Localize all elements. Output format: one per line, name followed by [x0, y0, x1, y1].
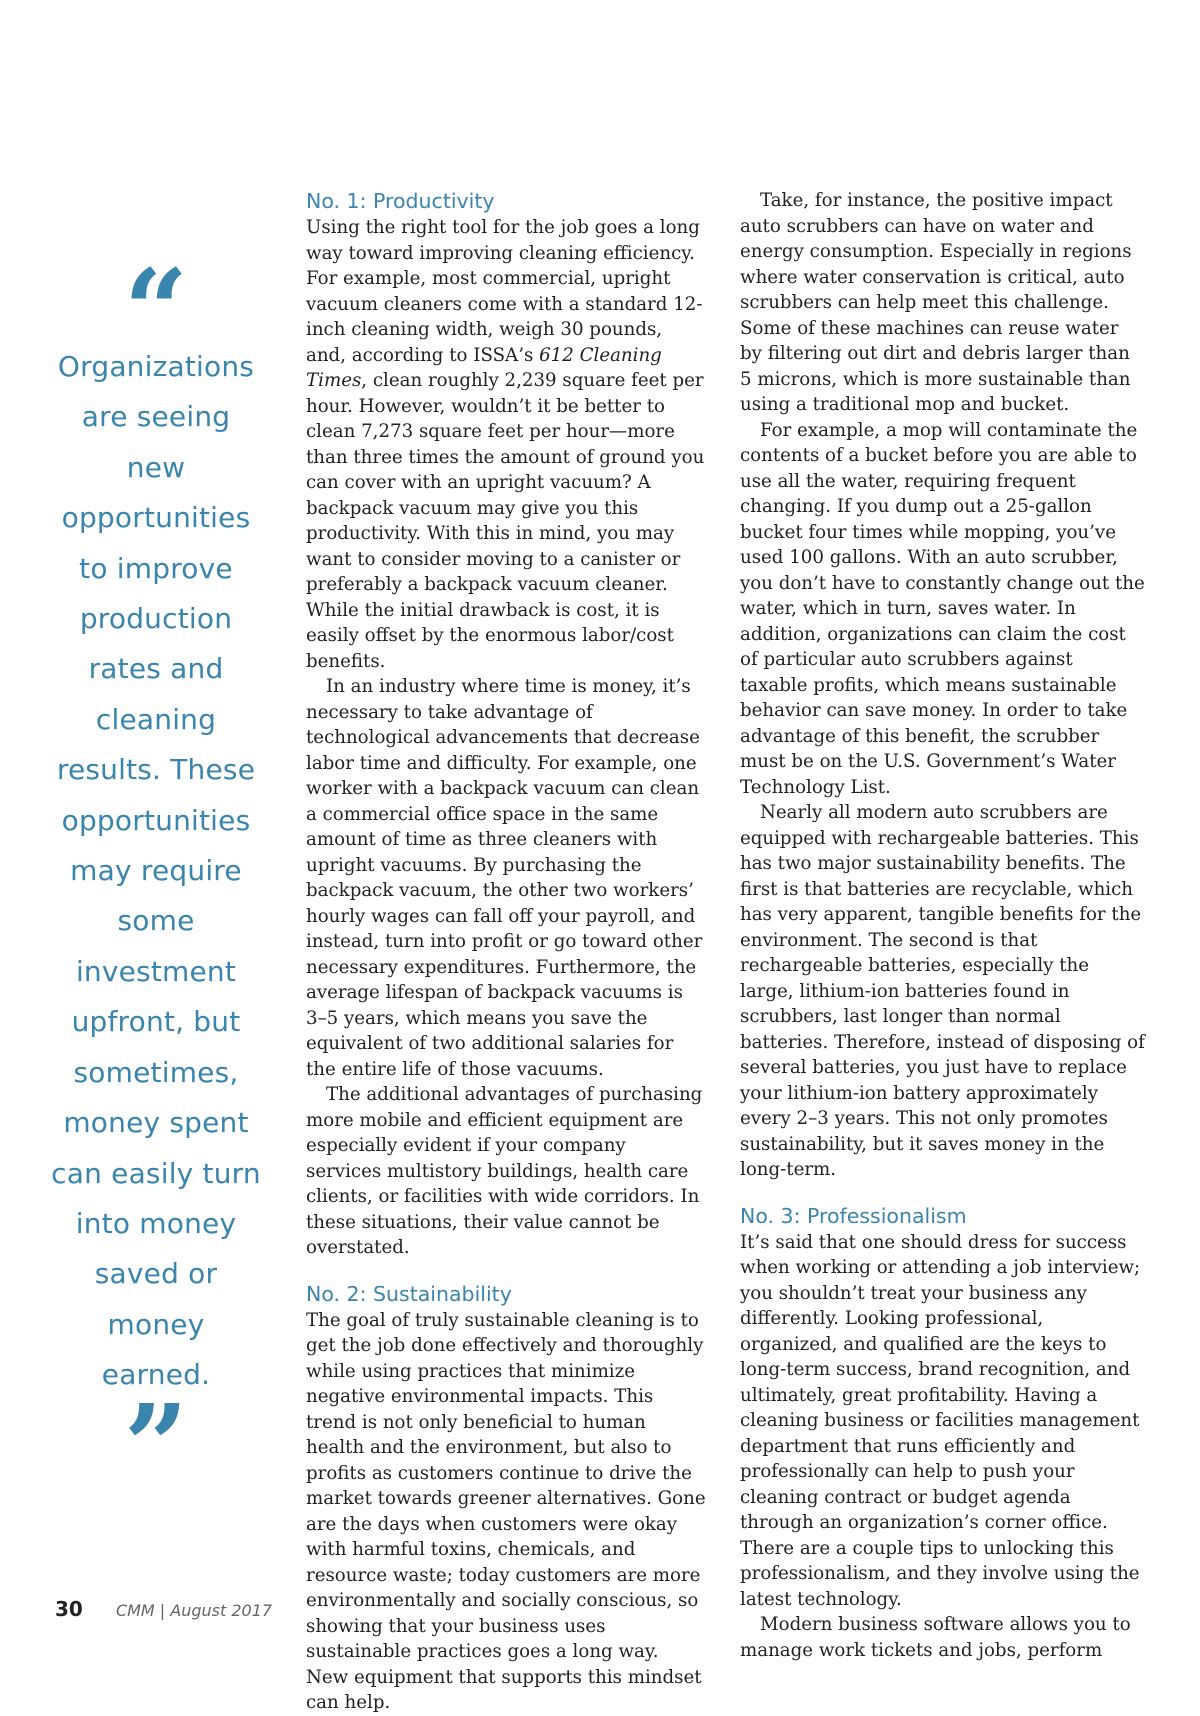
- productivity-p1-part-a: Using the right tool for the job goes a long way toward improving cleaning efficiency. For example, most commercial, upright vacuum cleaners come with a standard 12-inch cleaning width, weigh 30 pounds, and, according to: [306, 217, 703, 366]
- sustainability-paragraph-1: The goal of truly sustainable cleaning is to get the job done effectively and thoroughly while using practices that minimize negative environmental impacts. This trend is not only beneficial to human health and the environment, but also to profits as customers continue to drive the market towards greener alternatives. Gone are the days when customers were okay with harmful toxins, chemicals, and resource waste; today customers are more environmentally and socially conscious, so showing that your business uses sustainable practices goes a long way. New equipment that supports this mindset can help.: [306, 1309, 706, 1713]
- close-quote-mark: ”: [123, 1380, 189, 1512]
- sustainability-paragraph-4: Nearly all modern auto scrubbers are equipped with rechargeable batteries. This has two major sustainability benefits. The first is that batteries are recyclable, which has very apparent, tangible benefits for the environment. The second is that rechargeable batteries, especially the large, lithium-ion batteries found in scrubbers, last longer than normal batteries. Therefore, instead of disposing of several batteries, you just have to replace your lithium-ion battery approximately every 2–3 years. This not only promotes sustainability, but it saves money in the long-term.: [740, 802, 1145, 1180]
- heading-professionalism: No. 3: Professionalism: [740, 1203, 967, 1228]
- productivity-p1-part-c: , clean roughly 2,239 square feet per hour. However, wouldn’t it be better to clean 7,273 square feet per hour—more than three times the amount of ground you can cover with an upright vacuum? A backpack vacuum may give you this productivity. With this in mind, you may want to consider moving to a canister or preferably a backpack vacuum cleaner. While the initial drawback is cost, it is easily offset by the enormous labor/cost benefits.: [306, 370, 705, 672]
- heading-productivity: No. 1: Productivity: [306, 189, 495, 213]
- productivity-paragraph-3: The additional advantages of purchasing more mobile and efficient equipment are especially evident if your company services multistory buildings, health care clients, or facilities with wide corridors. In these situations, their value cannot be overstated.: [306, 1084, 703, 1258]
- pull-quote-text: Organizations are seeing new opportunities to improve production rates and cleaning results. These opportunities may require some investment upfront, but sometimes, money spent can easily turn into money saved or money earned.: [51, 350, 261, 1392]
- page-footer: [55, 1597, 272, 1621]
- publication-info: CMM | August 2017: [115, 1601, 273, 1620]
- productivity-paragraph-2: In an industry where time is money, it’s necessary to take advantage of technological advancements that decrease labor time and difficulty. For example, one worker with a backpack vacuum can clean a commercial office space in the same amount of time as three cleaners with upright vacuums. By purchasing the backpack vacuum, the other two workers’ hourly wages can fall off your payroll, and instead, turn into profit or go toward other necessary expenditures. Furthermore, the average lifespan of backpack vacuums is 3–5 years, which means you save the equivalent of two additional salaries for the entire life of those vacuums.: [306, 676, 703, 1080]
- sustainability-paragraph-2: Take, for instance, the positive impact auto scrubbers can have on water and energy consumption. Especially in regions where water conservation is critical, auto scrubbers can help meet this challenge. Some of these machines can reuse water by filtering out dirt and debris larger than 5 microns, which is more sustainable than using a traditional mop and bucket.: [740, 190, 1132, 415]
- productivity-paragraph-1: [306, 215, 706, 674]
- heading-sustainability: No. 2: Sustainability: [306, 1281, 512, 1306]
- professionalism-paragraph-1: It’s said that one should dress for success when working or attending a job interview; you shouldn’t treat your business any differently. Looking professional, organized, and qualified are the keys to long-term success, brand recognition, and ultimately, great profitability. Having a cleaning business or facilities management department that runs efficiently and professionally can help to push your cleaning contract or budget agenda through an organization’s corner office. There are a couple tips to unlocking this professionalism, and they involve using the latest technology.: [740, 1231, 1141, 1610]
- article-column-left: [306, 188, 706, 1716]
- productivity-p1-part-b: ’s: [518, 344, 540, 366]
- issa-org-name: ISSA: [473, 344, 519, 366]
- sustainability-paragraph-3: For example, a mop will contaminate the contents of a bucket before you are able to use all the water, requiring frequent changing. If you dump out a 25-gallon bucket four times while mopping, you’ve used 100 gallons. With an auto scrubber, you don’t have to constantly change out the water, which in turn, saves water. In addition, organizations can claim the cost of particular auto scrubbers against taxable profits, which means sustainable behavior can save money. In order to take advantage of this benefit, the scrubber must be on the U.S. Government’s Water Technology List.: [740, 419, 1145, 798]
- open-quote-mark: “: [123, 246, 189, 377]
- page-number: 30: [55, 1597, 83, 1621]
- pull-quote: [50, 246, 262, 1512]
- publication-title: 612 Cleaning Times: [306, 344, 662, 391]
- article-column-right: [740, 188, 1145, 1663]
- professionalism-paragraph-2: Modern business software allows you to manage work tickets and jobs, perform: [740, 1614, 1131, 1661]
